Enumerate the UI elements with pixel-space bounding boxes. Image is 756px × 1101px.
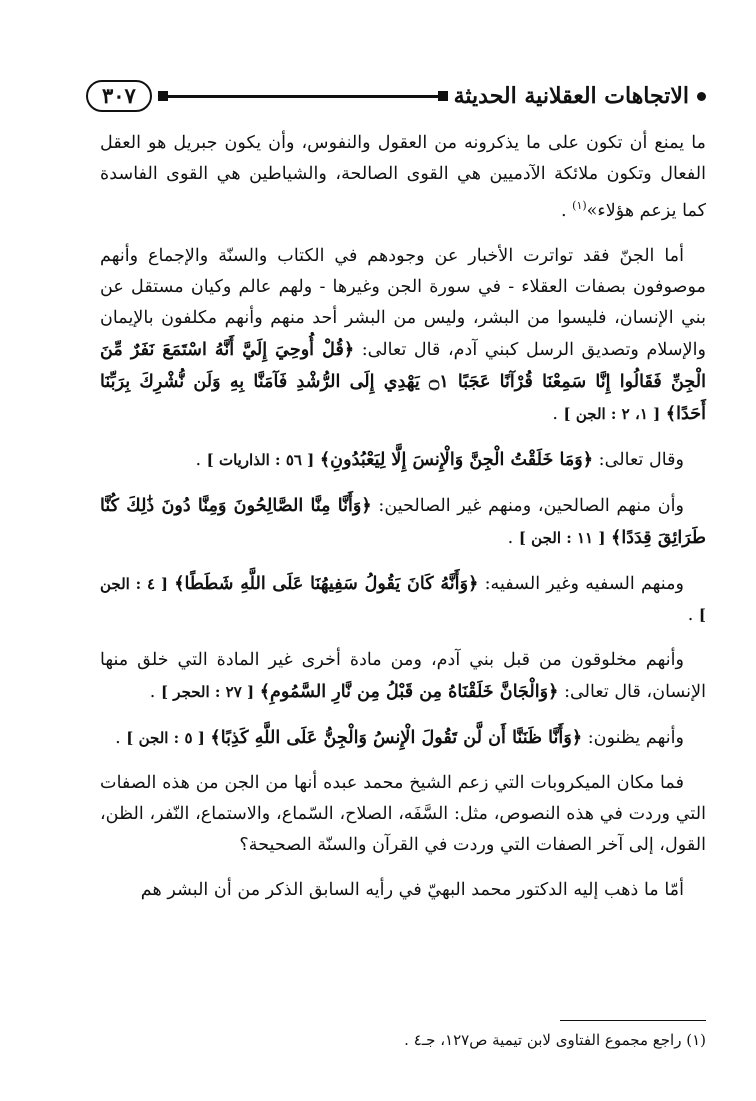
square-ornament-icon xyxy=(438,91,448,101)
paragraph xyxy=(100,875,706,906)
paragraph xyxy=(100,568,706,631)
footnote-divider xyxy=(560,1020,706,1021)
quran-verse: ﴿وَأَنَّا ظَنَنَّا أَن لَّن تَقُولَ الْإِنسُ وَالْجِنُّ عَلَى اللَّهِ كَذِبًا﴾ xyxy=(210,726,583,748)
rule-line xyxy=(168,95,438,98)
quran-verse: ﴿وَأَنَّهُ كَانَ يَقُولُ سَفِيهُنَا عَلَى اللَّهِ شَطَطًا﴾ xyxy=(174,572,479,594)
paragraph-text: فما مكان الميكروبات التي زعم الشيخ محمد عبده أنها من الجن من هذه الصفات التي وردت في هذه النصوص، مثل: السَّفَه، الصلاح، السّماع، والاستماع، النّفر، الظن، القول، إلى آخر الصفات التي وردت في القرآن والسنّة الصحيحة؟ xyxy=(100,772,706,855)
punctuation: . xyxy=(195,449,202,470)
quran-verse: ﴿وَمَا خَلَقْتُ الْجِنَّ وَالْإِنسَ إِلَّا لِيَعْبُدُونِ﴾ xyxy=(319,448,594,470)
quran-verse: ﴿قُلْ أُوحِيَ إِلَيَّ أَنَّهُ اسْتَمَعَ نَفَرٌ مِّنَ الْجِنِّ فَقَالُوا إِنَّا سَمِعْنَا قُرْآنًا عَجَبًا ۝١ يَهْدِي إِلَى الرُّشْدِ فَآمَنَّا بِهِ وَلَن نُّشْرِكَ بِرَبِّنَا أَحَدًا﴾ xyxy=(100,338,706,424)
punctuation: . xyxy=(115,727,121,748)
punctuation: . xyxy=(560,200,567,221)
square-ornament-icon xyxy=(158,91,168,101)
running-header xyxy=(86,78,706,114)
paragraph xyxy=(100,768,706,861)
paragraph-text: وأن منهم الصالحين، ومنهم غير الصالحين: xyxy=(378,495,684,516)
punctuation: . xyxy=(149,681,156,702)
paragraph-text: وأنهم مخلوقون من قبل بني آدم، ومن مادة أخرى غير المادة التي خلق منها الإنسان، قال تعالى: xyxy=(100,649,706,702)
paragraph-text: أمّا ما ذهب إليه الدكتور محمد البهيّ في رأيه السابق الذكر من أن البشر هم xyxy=(140,879,684,900)
footnote: (١) راجع مجموع الفتاوى لابن تيمية ص١٢٧، جـ٤ . xyxy=(404,1031,706,1049)
punctuation: . xyxy=(507,527,514,548)
quran-verse: ﴿وَالْجَانَّ خَلَقْنَاهُ مِن قَبْلُ مِن نَّارِ السَّمُومِ﴾ xyxy=(259,680,559,702)
footnote-marker: (١) xyxy=(572,199,587,212)
paragraph xyxy=(100,128,706,227)
running-title: الاتجاهات العقلانية الحديثة xyxy=(453,83,689,109)
punctuation: . xyxy=(687,604,694,625)
paragraph xyxy=(100,490,706,554)
verse-reference: [ ٥ : الجن ] xyxy=(126,728,205,747)
paragraph-text: وأنهم يظنون: xyxy=(587,727,684,748)
bullet-icon xyxy=(697,92,706,101)
body-text xyxy=(100,128,706,920)
verse-reference: [ ١١ : الجن ] xyxy=(518,528,606,547)
verse-reference: [ ٢٧ : الحجر ] xyxy=(160,682,255,701)
verse-reference: [ ٥٦ : الذاريات ] xyxy=(206,450,315,469)
paragraph xyxy=(100,444,706,476)
paragraph-text: ومنهم السفيه وغير السفيه: xyxy=(484,573,685,594)
paragraph xyxy=(100,722,706,754)
paragraph xyxy=(100,241,706,430)
paragraph-text: ما يمنع أن تكون على ما يذكرونه من العقول والنفوس، وأن يكون جبريل هو العقل الفعال وتكون ملائكة الآدميين هي القوى الصالحة، والشياطين هي القوى الفاسدة كما يزعم هؤلاء» xyxy=(100,133,706,221)
page-number: ٣٠٧ xyxy=(86,80,152,112)
verse-reference: [ ٤ : الجن ] xyxy=(100,574,706,624)
quran-verse: ﴿وَأَنَّا مِنَّا الصَّالِحُونَ وَمِنَّا دُونَ ذَٰلِكَ كُنَّا طَرَائِقَ قِدَدًا﴾ xyxy=(100,494,706,548)
verse-reference: [ ١، ٢ : الجن ] xyxy=(563,404,661,423)
paragraph-text: وقال تعالى: xyxy=(598,449,684,470)
header-rule xyxy=(158,91,448,101)
paragraph xyxy=(100,645,706,708)
punctuation: . xyxy=(552,403,558,424)
paragraph-text: أما الجنّ فقد تواترت الأخبار عن وجودهم في الكتاب والسنّة والإجماع وأنهم موصوفون بصفات العقلاء - في سورة الجن وغيرها - ولهم عالم وكيان مستقل عن بني الإنسان، فليسوا من البشر، وليس من البشر أحد منهم وأنهم مكلفون بالإيمان والإسلام وتصديق الرسل كبني آدم، قال تعالى: xyxy=(100,245,706,360)
